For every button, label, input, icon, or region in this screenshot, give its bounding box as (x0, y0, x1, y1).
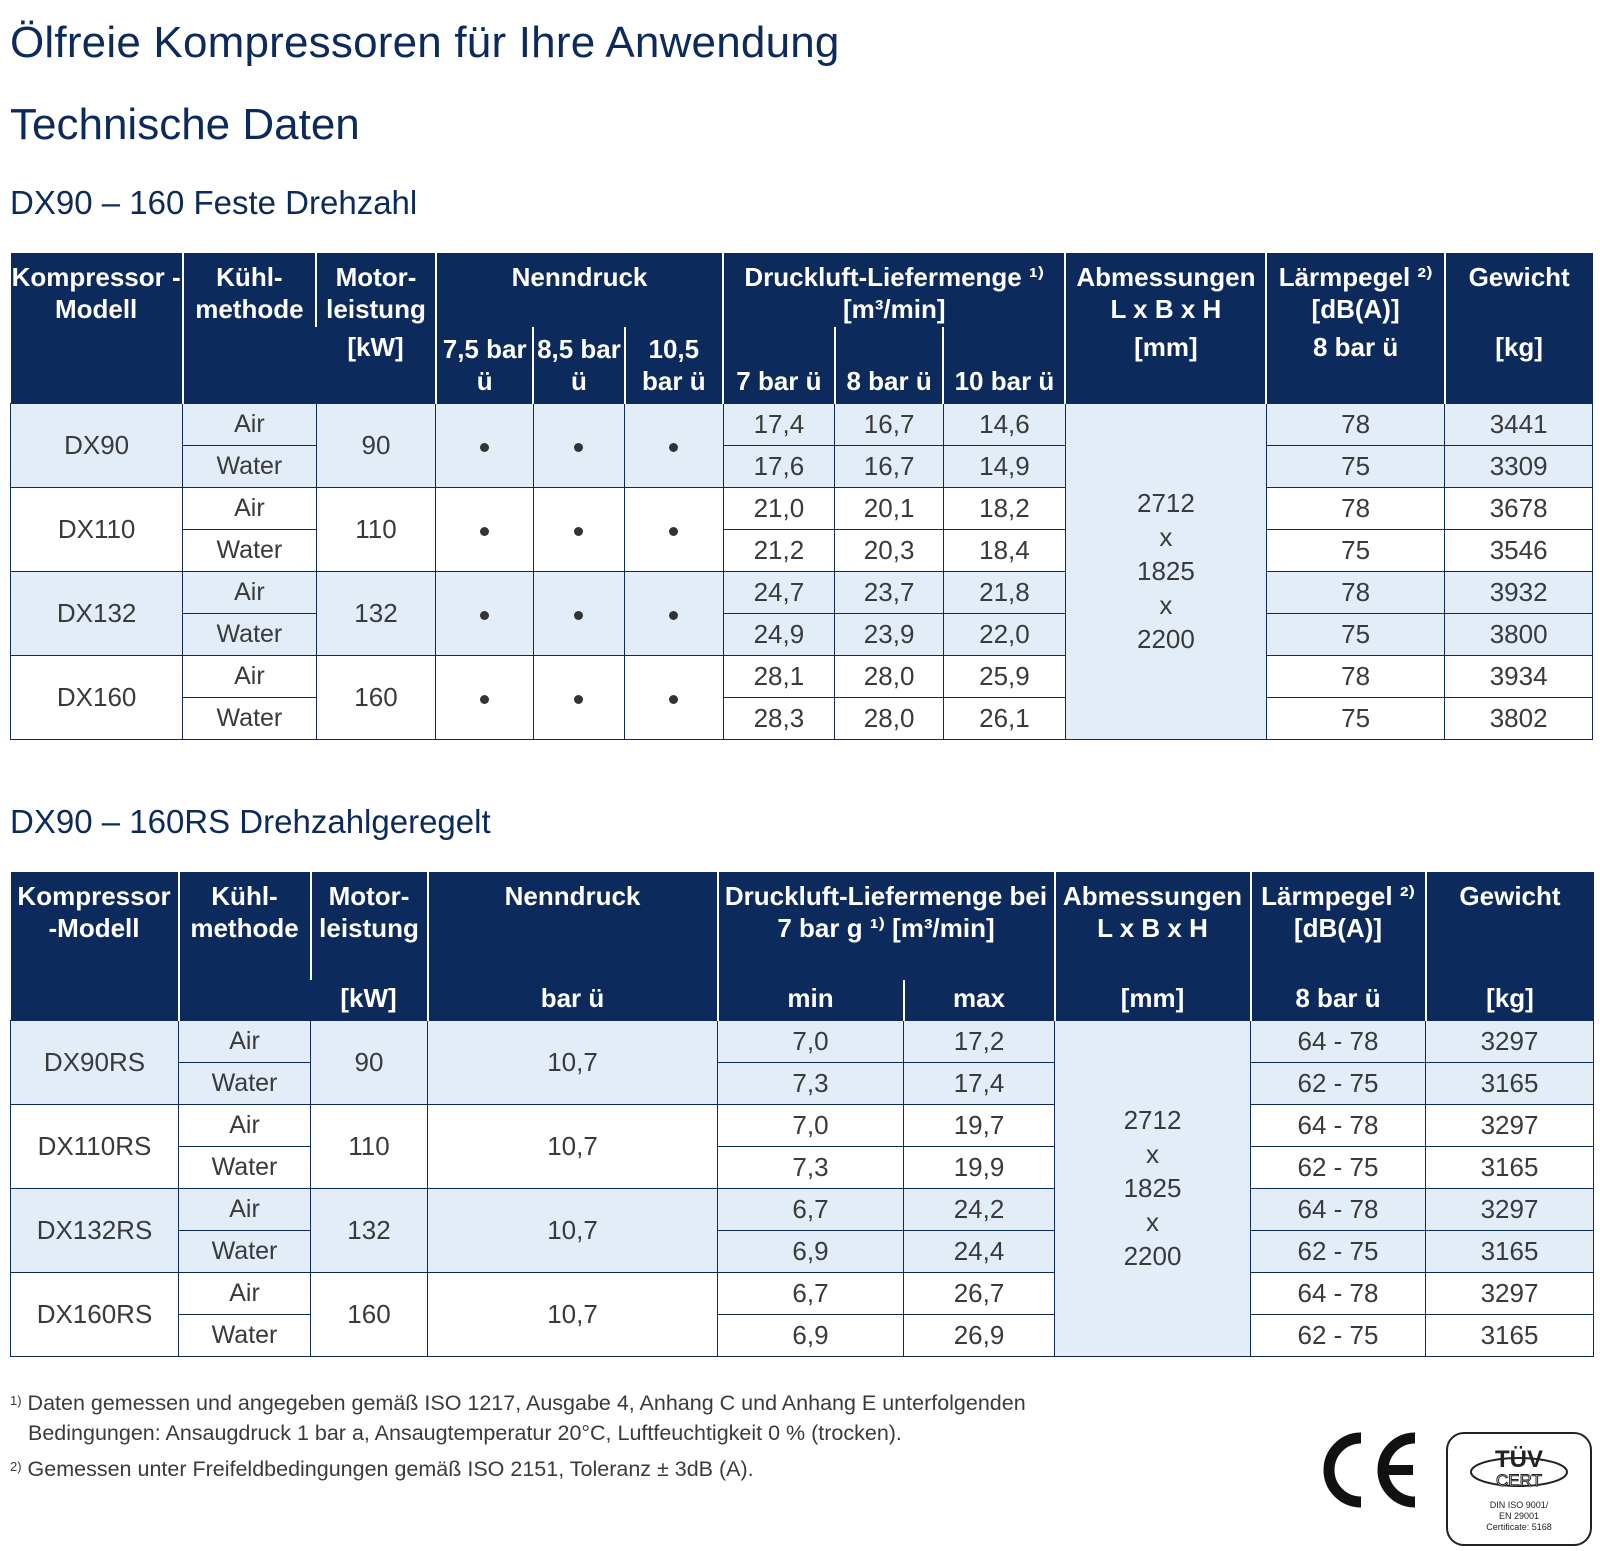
bullet-dot-icon (574, 527, 583, 536)
delivery-value: 17,4 (723, 403, 835, 445)
weight: 3802 (1445, 697, 1593, 739)
cooling-method: Air (179, 1020, 311, 1062)
noise-level: 78 (1266, 403, 1444, 445)
bullet-dot-icon (480, 443, 489, 452)
footnote-2-mark: 2) (10, 1459, 22, 1474)
bullet-dot-icon (574, 695, 583, 704)
motor-power: 90 (311, 1020, 428, 1104)
table-row (11, 1062, 1594, 1104)
noise-level: 75 (1266, 613, 1444, 655)
noise-level: 75 (1266, 529, 1444, 571)
pressure-available (625, 655, 723, 739)
noise-level: 78 (1266, 571, 1444, 613)
motor-power: 160 (316, 655, 436, 739)
header-weight-unit: [kg] (1426, 980, 1594, 1020)
delivery-value: 28,0 (835, 697, 944, 739)
motor-power: 110 (311, 1104, 428, 1188)
page-title: Ölfreie Kompressoren für Ihre Anwendung (10, 18, 840, 67)
tuv-cert-logo (1446, 1432, 1592, 1546)
motor-power: 160 (311, 1272, 428, 1356)
bullet-dot-icon (669, 443, 678, 452)
table-row (11, 1146, 1594, 1188)
pressure-available (533, 403, 624, 487)
header-cooling: Kühl-methode (179, 872, 311, 1020)
delivery-value: 20,1 (835, 487, 944, 529)
header-p1: 7,5 bar ü (436, 327, 533, 403)
table-row (11, 403, 1593, 445)
delivery-max: 19,7 (904, 1104, 1055, 1146)
dimension-value: x (1159, 590, 1173, 620)
page-subtitle: Technische Daten (10, 100, 360, 149)
delivery-value: 24,7 (723, 571, 835, 613)
table-row (11, 1104, 1594, 1146)
pressure-available (533, 487, 624, 571)
model-name: DX110 (11, 487, 183, 571)
tuv-line3: Certificate: 5168 (1486, 1522, 1552, 1532)
pressure-available (533, 655, 624, 739)
delivery-value: 26,1 (943, 697, 1065, 739)
header-dims-unit: [mm] (1065, 327, 1266, 403)
header-dmin: min (718, 980, 904, 1020)
header-motor-unit: [kW] (311, 980, 428, 1020)
delivery-min: 7,0 (718, 1104, 904, 1146)
delivery-value: 24,9 (723, 613, 835, 655)
dimension-value: x (1146, 1139, 1159, 1169)
pressure-available (625, 487, 723, 571)
delivery-min: 6,9 (718, 1230, 904, 1272)
footnote-1-line1: Daten gemessen und angegeben gemäß ISO 1217, Ausgabe 4, Anhang C und Anhang E unterfolgenden (27, 1391, 1026, 1415)
dimension-value: 1825 (1136, 556, 1195, 586)
delivery-max: 17,2 (904, 1020, 1055, 1062)
delivery-max: 24,4 (904, 1230, 1055, 1272)
footnote-2-line1: Gemessen unter Freifeldbedingungen gemäß ISO 2151, Toleranz ± 3dB (A). (27, 1457, 754, 1481)
footnote-1-line2: Bedingungen: Ansaugdruck 1 bar a, Ansaugtemperatur 20°C, Luftfeuchtigkeit 0 % (trocken). (28, 1421, 902, 1445)
cooling-method: Air (179, 1272, 311, 1314)
delivery-value: 28,1 (723, 655, 835, 697)
tuv-line2: EN 29001 (1498, 1511, 1540, 1521)
bullet-dot-icon (480, 695, 489, 704)
delivery-value: 17,6 (723, 445, 835, 487)
dimension-value: x (1146, 1207, 1159, 1237)
delivery-value: 18,2 (943, 487, 1065, 529)
dimension-value: 2200 (1136, 624, 1195, 654)
bullet-dot-icon (480, 527, 489, 536)
pressure-available (436, 403, 533, 487)
header-p3: 10,5 bar ü (625, 327, 723, 403)
table1-heading: DX90 – 160 Feste Drehzahl (10, 184, 418, 221)
table-row (11, 571, 1593, 613)
noise-level: 62 - 75 (1251, 1062, 1426, 1104)
fixed-speed-table (10, 253, 1593, 740)
delivery-value: 25,9 (943, 655, 1065, 697)
header-noise: Lärmpegel ²⁾ [dB(A)] (1251, 872, 1426, 980)
nominal-pressure: 10,7 (428, 1188, 718, 1272)
table-row (11, 445, 1593, 487)
nominal-pressure: 10,7 (428, 1104, 718, 1188)
bullet-dot-icon (480, 611, 489, 620)
table-row (11, 1272, 1594, 1314)
noise-level: 62 - 75 (1251, 1146, 1426, 1188)
delivery-value: 14,6 (943, 403, 1065, 445)
model-name: DX132RS (11, 1188, 179, 1272)
tuv-line1: DIN ISO 9001/ (1489, 1500, 1549, 1510)
table2-heading: DX90 – 160RS Drehzahlgeregelt (10, 803, 491, 840)
ce-mark-icon (1317, 1430, 1419, 1510)
cooling-method: Air (183, 655, 316, 697)
header-motor-unit: [kW] (316, 327, 436, 403)
cooling-method: Air (179, 1188, 311, 1230)
delivery-max: 19,9 (904, 1146, 1055, 1188)
cooling-method: Water (183, 613, 316, 655)
noise-level: 75 (1266, 697, 1444, 739)
table-row (11, 1020, 1594, 1062)
delivery-value: 16,7 (835, 445, 944, 487)
header-noise-unit: 8 bar ü (1251, 980, 1426, 1020)
delivery-value: 20,3 (835, 529, 944, 571)
variable-speed-table (10, 872, 1594, 1357)
weight: 3932 (1445, 571, 1593, 613)
header-model: Kompressor -Modell (11, 872, 179, 1020)
weight: 3297 (1426, 1272, 1594, 1314)
table-row (11, 1314, 1594, 1356)
cooling-method: Water (179, 1230, 311, 1272)
bullet-dot-icon (574, 443, 583, 452)
header-d1: 7 bar ü (723, 327, 835, 403)
noise-level: 78 (1266, 655, 1444, 697)
motor-power: 110 (316, 487, 436, 571)
noise-level: 62 - 75 (1251, 1314, 1426, 1356)
delivery-max: 26,7 (904, 1272, 1055, 1314)
weight: 3297 (1426, 1104, 1594, 1146)
dimensions (1065, 403, 1266, 739)
header-weight: Gewicht (1426, 872, 1594, 980)
delivery-value: 22,0 (943, 613, 1065, 655)
delivery-min: 6,7 (718, 1272, 904, 1314)
delivery-min: 7,3 (718, 1146, 904, 1188)
header-noise: Lärmpegel ²⁾ [dB(A)] (1266, 253, 1444, 327)
delivery-value: 23,9 (835, 613, 944, 655)
noise-level: 64 - 78 (1251, 1104, 1426, 1146)
cooling-method: Water (183, 445, 316, 487)
motor-power: 132 (316, 571, 436, 655)
weight: 3309 (1445, 445, 1593, 487)
noise-level: 64 - 78 (1251, 1020, 1426, 1062)
footnote-1 (10, 1388, 1026, 1448)
delivery-max: 17,4 (904, 1062, 1055, 1104)
header-pressure-unit: bar ü (428, 980, 718, 1020)
weight: 3441 (1445, 403, 1593, 445)
header-d3: 10 bar ü (943, 327, 1065, 403)
model-name: DX90RS (11, 1020, 179, 1104)
delivery-value: 23,7 (835, 571, 944, 613)
bullet-dot-icon (669, 527, 678, 536)
cooling-method: Water (179, 1314, 311, 1356)
cooling-method: Air (183, 571, 316, 613)
delivery-value: 28,3 (723, 697, 835, 739)
dimension-value: 2712 (1136, 488, 1195, 518)
bullet-dot-icon (669, 695, 678, 704)
dimension-value: 2200 (1123, 1241, 1182, 1271)
bullet-dot-icon (574, 611, 583, 620)
model-name: DX110RS (11, 1104, 179, 1188)
weight: 3165 (1426, 1314, 1594, 1356)
table-row (11, 1230, 1594, 1272)
delivery-value: 14,9 (943, 445, 1065, 487)
model-name: DX160 (11, 655, 183, 739)
delivery-min: 7,0 (718, 1020, 904, 1062)
dimensions (1055, 1020, 1251, 1356)
cooling-method: Water (183, 697, 316, 739)
delivery-value: 16,7 (835, 403, 944, 445)
dimension-value: 1825 (1123, 1173, 1182, 1203)
pressure-available (436, 487, 533, 571)
header-dimensions: Abmessungen L x B x H (1065, 253, 1266, 327)
cooling-method: Water (183, 529, 316, 571)
table-row (11, 655, 1593, 697)
model-name: DX90 (11, 403, 183, 487)
header-delivery: Druckluft-Liefermenge bei 7 bar g ¹⁾ [m³/min] (718, 872, 1055, 980)
delivery-value: 21,8 (943, 571, 1065, 613)
delivery-value: 28,0 (835, 655, 944, 697)
delivery-min: 6,7 (718, 1188, 904, 1230)
tuv-cert-icon (1448, 1434, 1590, 1544)
pressure-available (436, 655, 533, 739)
cooling-method: Air (183, 403, 316, 445)
weight: 3678 (1445, 487, 1593, 529)
weight: 3297 (1426, 1020, 1594, 1062)
weight: 3165 (1426, 1146, 1594, 1188)
pressure-available (625, 571, 723, 655)
model-name: DX132 (11, 571, 183, 655)
tuv-text: TÜV (1495, 1446, 1543, 1473)
dimension-value: x (1159, 522, 1173, 552)
weight: 3297 (1426, 1188, 1594, 1230)
table-row (11, 1188, 1594, 1230)
noise-level: 75 (1266, 445, 1444, 487)
delivery-max: 26,9 (904, 1314, 1055, 1356)
motor-power: 132 (311, 1188, 428, 1272)
header-dims-unit: [mm] (1055, 980, 1251, 1020)
header-pressure: Nenndruck (428, 872, 718, 980)
bullet-dot-icon (669, 611, 678, 620)
delivery-min: 6,9 (718, 1314, 904, 1356)
noise-level: 64 - 78 (1251, 1272, 1426, 1314)
cooling-method: Water (179, 1146, 311, 1188)
noise-level: 62 - 75 (1251, 1230, 1426, 1272)
pressure-available (533, 571, 624, 655)
model-name: DX160RS (11, 1272, 179, 1356)
table-row (11, 613, 1593, 655)
header-pressure: Nenndruck (436, 253, 723, 327)
header-delivery: Druckluft-Liefermenge ¹⁾ [m³/min] (723, 253, 1065, 327)
noise-level: 78 (1266, 487, 1444, 529)
cooling-method: Water (179, 1062, 311, 1104)
header-cooling: Kühl-methode (183, 253, 316, 403)
header-weight-unit: [kg] (1445, 327, 1593, 403)
header-noise-unit: 8 bar ü (1266, 327, 1444, 403)
motor-power: 90 (316, 403, 436, 487)
noise-level: 64 - 78 (1251, 1188, 1426, 1230)
weight: 3165 (1426, 1062, 1594, 1104)
footnote-2 (10, 1454, 754, 1484)
header-motor: Motor-leistung (311, 872, 428, 980)
header-weight: Gewicht (1445, 253, 1593, 327)
tuv-cert-text: CERT (1496, 1471, 1542, 1490)
delivery-value: 21,0 (723, 487, 835, 529)
nominal-pressure: 10,7 (428, 1020, 718, 1104)
table-row (11, 487, 1593, 529)
table-row (11, 697, 1593, 739)
header-motor: Motor-leistung (316, 253, 436, 327)
header-model: Kompressor -Modell (11, 253, 183, 403)
delivery-value: 21,2 (723, 529, 835, 571)
header-dimensions: Abmessungen L x B x H (1055, 872, 1251, 980)
nominal-pressure: 10,7 (428, 1272, 718, 1356)
delivery-max: 24,2 (904, 1188, 1055, 1230)
header-d2: 8 bar ü (835, 327, 944, 403)
weight: 3546 (1445, 529, 1593, 571)
pressure-available (625, 403, 723, 487)
weight: 3800 (1445, 613, 1593, 655)
pressure-available (436, 571, 533, 655)
table-row (11, 529, 1593, 571)
dimension-value: 2712 (1123, 1105, 1182, 1135)
weight: 3165 (1426, 1230, 1594, 1272)
header-dmax: max (904, 980, 1055, 1020)
delivery-min: 7,3 (718, 1062, 904, 1104)
weight: 3934 (1445, 655, 1593, 697)
cooling-method: Air (179, 1104, 311, 1146)
cooling-method: Air (183, 487, 316, 529)
footnote-1-mark: 1) (10, 1393, 22, 1408)
delivery-value: 18,4 (943, 529, 1065, 571)
header-p2: 8,5 bar ü (533, 327, 624, 403)
